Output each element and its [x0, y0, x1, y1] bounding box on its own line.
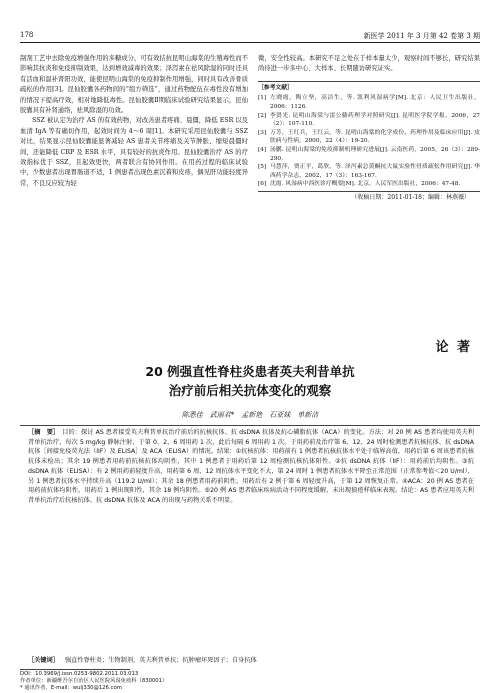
affiliation: 作者单位：新疆维吾尔自治区人民医院风湿免疫科（830001）	[20, 678, 168, 685]
article-title	[20, 362, 480, 400]
footnote	[20, 671, 167, 693]
abstract-top-rule	[20, 425, 480, 426]
reference-item: [6] 沈霞. 风湿病中西医诊疗概要[M]. 北京，人民军医出版社，2006：47-48.	[258, 181, 461, 188]
abstract-label: ［摘 要］	[28, 429, 60, 436]
reference-item: [4] 汤鹏. 昆明山海棠的免疫抑制机理研究进展[J]. 云南医药，2005，26（3）：289-290.	[258, 146, 480, 162]
journal-citation: 新医学 2011 年 3 月第 42 卷第 3 期	[363, 32, 480, 40]
title-line: 治疗前后相关抗体变化的观察	[168, 383, 332, 398]
body-paragraph: 制剂工艺中去除免疫增强作用的多糖成分，可有效拮抗昆明山海棠的生殖毒性而不影响其抗炎和免疫抑制效果，达到增效减毒的效果；泽泻素在祛风除湿的同时还具有活血和温补肾阳功效，能使昆明山海棠的免疫抑制作用增强，同时具有改善骨质疏松的作用[3]。昆仙胶囊各药物间的“组方筛选”，通过药物配伍在毒性没有增加的情况下提高疗效，相对地降低毒性。昆仙胶囊Ⅱ期临床试验研究结果显示，昆仙胶囊具有补肾通络，祛风除湿的功效。	[20, 55, 248, 115]
reference-item: [5] 马慧萍，贾正平，葛欣，等. 泽泻素总黄酮抗大鼠实验性骨质疏松作用研究[J]. 华西药学杂志，2002，17（3）：163-167.	[258, 164, 480, 179]
references	[258, 81, 480, 192]
title-line: 20 例强直性脊柱炎患者英夫利昔单抗	[145, 364, 355, 379]
keywords-text: 强直性脊柱炎；生物制剂，英夫利昔单抗；抗肿瘤坏死因子；自身抗体	[64, 657, 257, 664]
left-column	[20, 54, 248, 189]
reference-item: [1] 左晓霞，陶立坚，高洁生，等. 凯利风湿病学[M]. 北京：人民卫生出版社，2006：1126.	[258, 95, 480, 110]
footnote-rule	[20, 669, 130, 670]
abstract	[28, 428, 474, 506]
authors: 陈悉佳 武丽君* 孟新艳 石亚妹 单新洁	[181, 411, 319, 419]
running-header	[20, 28, 480, 43]
references-label: ［参考文献］	[258, 84, 293, 91]
right-column	[258, 54, 480, 203]
reference-item: [3] 万芳，王红兵，王红云，等. 昆明山海棠的化学成份、药理作用及临床应用[J]. 皮肤病与性病，2000，22（4）：19-20.	[258, 129, 480, 145]
page-number: 178	[20, 31, 34, 39]
body-paragraph: SSZ 被认定为治疗 AS 的有效药物，对改善患者疼痛、晨僵，降低 ESR 以及血清 IgA 等有确切作用，起效时间为 4～6 周[1]。本研究采用昆仙胶囊与 SSZ 对比，结果显示昆仙胶囊能显著减轻 AS 患者关节疼痛及关节肿胀、缩短晨僵时间，还能降低 CRP 及 ESR 水平，具有较好的抗炎作用。昆仙胶囊治疗 AS 的疗效指标优于 SSZ，且起效更快，两者联合有协同作用。在用药过程的临床试验中，少数患者出现胃肠道不适，1 例患者出现色素沉着和皮疹，偶见肝功能轻度异常，不良反应较为轻	[20, 117, 248, 187]
section-label: 论 著	[435, 340, 472, 355]
keywords-label: ［关键词］	[28, 657, 59, 664]
keywords	[28, 655, 474, 664]
reference-item: [2] 李贤光. 昆明山海棠与雷公藤药理学对照研究[J]. 昆明医学院学报，2006，27（2）：107-110.	[258, 112, 480, 128]
body-paragraph: 微，安全性较高。本研究不足之处在于样本量太少，观察时间不够长，研究结果尚待进一步多中心、大样本、长期随访研究证实。	[258, 55, 480, 73]
abstract-text: 目的：探讨 AS 患者接受英夫利昔单抗治疗前后的抗核抗体、抗 dsDNA 抗体及抗心磷脂抗体（ACA）的变化。方法：对 20 例 AS 患者均使用英夫利昔单抗治疗，每次 5 mg/kg 静脉注射，于第 0、2、6 周用药 1 次，此后每隔 6 周用药 1 次。于用药前及治疗第 6、12、24 周时检测患者抗核抗体、抗 dsDNA 抗体［间接免疫荧光法（IIF）及 ELISA］及 ACA（ELISA）的情况。结果：①抗核抗体：用药前有 1 例患者抗核抗体水平处于临界高值，用药后第 6 周该患者抗核抗体未检出；其余 19 例患者用药前抗核抗体均阴性，其中 1 例患者于用药后第 12 周检测抗核抗体阳性。②抗 dsDNA 抗体（IIF）：用药前后均阴性。③抗 dsDNA 抗体（ELISA）：有 2 例用药前轻度升高，用药第 6 周、12 周抗体水平变化不大，第 24 周时 1 例患者抗体水平降至正常范围（正常参考值＜20 U/ml），另 1 例患者抗体水平持续升高（119.2 U/ml）；其余 18 例患者用药前阴性，用药后有 2 例于第 6 周轻度升高，于第 12 周恢复正常。④ACA：20 例 AS 患者在用药前抗体均阴性，用药后 1 例出现阳性，其余 18 例均阴性。⑤20 例 AS 患者临床疾病活动不同程度缓解，未出现狼疮样临床表现。结论：AS 患者应用英夫利昔单抗治疗后抗核抗体、抗 dsDNA 抗体及 ACA 的出现与药物关系不明显。	[28, 429, 474, 504]
corresponding-author: * 通讯作者，E-mail：wulj330@126.com	[20, 685, 122, 692]
received-date: （收稿日期：2011-01-18；编辑：林燕薇）	[351, 193, 470, 201]
doi: DOI：10.3969/j.issn.0253-9802.2011.03.013	[20, 671, 139, 677]
